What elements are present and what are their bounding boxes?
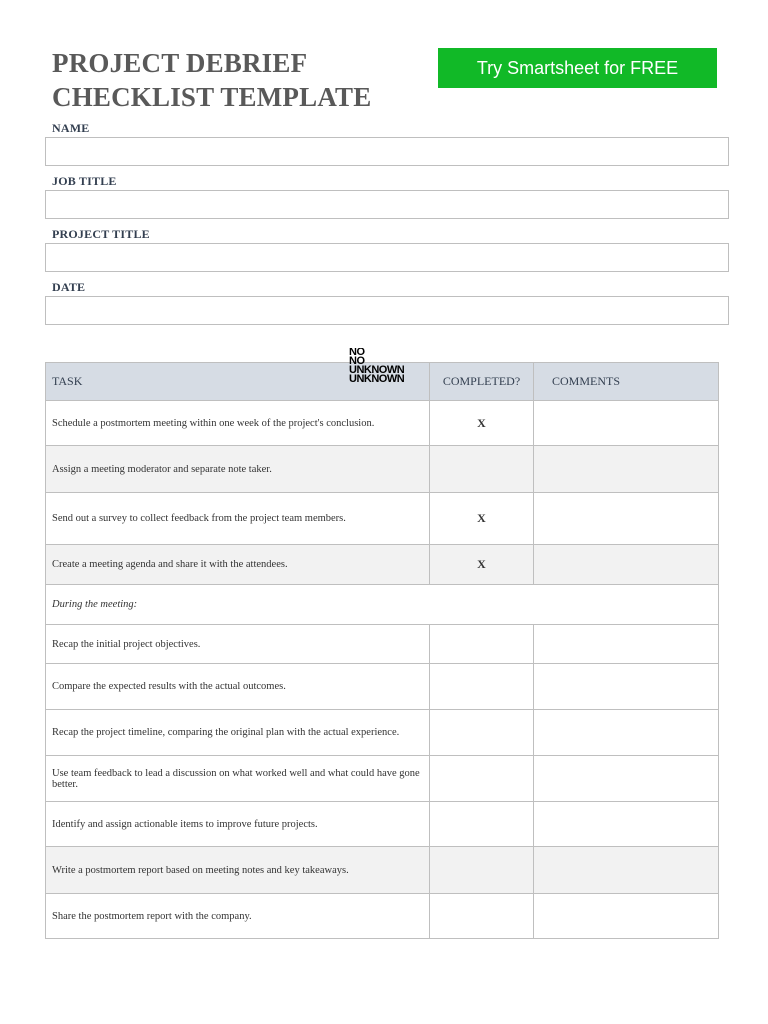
task-cell: Create a meeting agenda and share it with the attendees. [46, 545, 430, 585]
task-cell: Identify and assign actionable items to improve future projects. [46, 802, 430, 847]
comments-cell[interactable] [534, 401, 719, 446]
table-row [46, 710, 719, 756]
stamp-line: UNKNOWN [349, 364, 405, 376]
completed-cell[interactable] [430, 847, 534, 894]
task-column-header: TASK [46, 363, 430, 401]
table-row [46, 847, 719, 894]
page-title-line-2: CHECKLIST TEMPLATE [52, 82, 372, 112]
table-row [46, 545, 719, 585]
task-cell: Write a postmortem report based on meeting notes and key takeaways. [46, 847, 430, 894]
page-title [52, 46, 432, 114]
completed-cell[interactable] [430, 446, 534, 493]
completed-cell[interactable] [430, 710, 534, 756]
section-heading: During the meeting: [46, 585, 719, 625]
overprint-stamp [349, 348, 419, 388]
stamp-line: NO [349, 348, 365, 358]
table-row [46, 664, 719, 710]
task-cell: Assign a meeting moderator and separate note taker. [46, 446, 430, 493]
project-title-label: PROJECT TITLE [52, 227, 150, 241]
completed-cell[interactable]: X [430, 401, 534, 446]
job-title-field[interactable] [45, 190, 729, 219]
stamp-line: NO [349, 355, 365, 367]
task-cell: Schedule a postmortem meeting within one week of the project's conclusion. [46, 401, 430, 446]
completed-column-header: COMPLETED? [430, 363, 534, 401]
name-field[interactable] [45, 137, 729, 166]
task-cell: Recap the project timeline, comparing the original plan with the actual experience. [46, 710, 430, 756]
comments-cell[interactable] [534, 710, 719, 756]
comments-cell[interactable] [534, 625, 719, 664]
comments-column-header: COMMENTS [534, 363, 719, 401]
job-title-label: JOB TITLE [52, 174, 117, 188]
comments-cell[interactable] [534, 446, 719, 493]
date-label: DATE [52, 280, 86, 294]
comments-cell[interactable] [534, 894, 719, 939]
completed-cell[interactable] [430, 894, 534, 939]
completed-cell[interactable] [430, 664, 534, 710]
completed-cell[interactable]: X [430, 545, 534, 585]
project-title-field[interactable] [45, 243, 729, 272]
table-row [46, 625, 719, 664]
completed-cell[interactable] [430, 756, 534, 802]
table-row [46, 401, 719, 446]
section-row [46, 585, 719, 625]
task-cell: Send out a survey to collect feedback from the project team members. [46, 493, 430, 545]
completed-cell[interactable] [430, 802, 534, 847]
checklist-table [45, 362, 719, 939]
comments-cell[interactable] [534, 545, 719, 585]
task-cell: Compare the expected results with the actual outcomes. [46, 664, 430, 710]
completed-cell[interactable]: X [430, 493, 534, 545]
table-row [46, 446, 719, 493]
table-row [46, 493, 719, 545]
table-row [46, 756, 719, 802]
task-cell: Use team feedback to lead a discussion on what worked well and what could have gone better. [46, 756, 430, 802]
stamp-line: UNKNOWN [349, 373, 405, 385]
page-title-line-1: PROJECT DEBRIEF [52, 48, 308, 78]
completed-cell[interactable] [430, 625, 534, 664]
comments-cell[interactable] [534, 802, 719, 847]
task-cell: Recap the initial project objectives. [46, 625, 430, 664]
comments-cell[interactable] [534, 493, 719, 545]
task-cell: Share the postmortem report with the company. [46, 894, 430, 939]
table-row [46, 802, 719, 847]
date-field[interactable] [45, 296, 729, 325]
name-label: NAME [52, 121, 90, 135]
comments-cell[interactable] [534, 664, 719, 710]
table-row [46, 894, 719, 939]
try-smartsheet-button[interactable]: Try Smartsheet for FREE [438, 48, 717, 88]
comments-cell[interactable] [534, 756, 719, 802]
comments-cell[interactable] [534, 847, 719, 894]
